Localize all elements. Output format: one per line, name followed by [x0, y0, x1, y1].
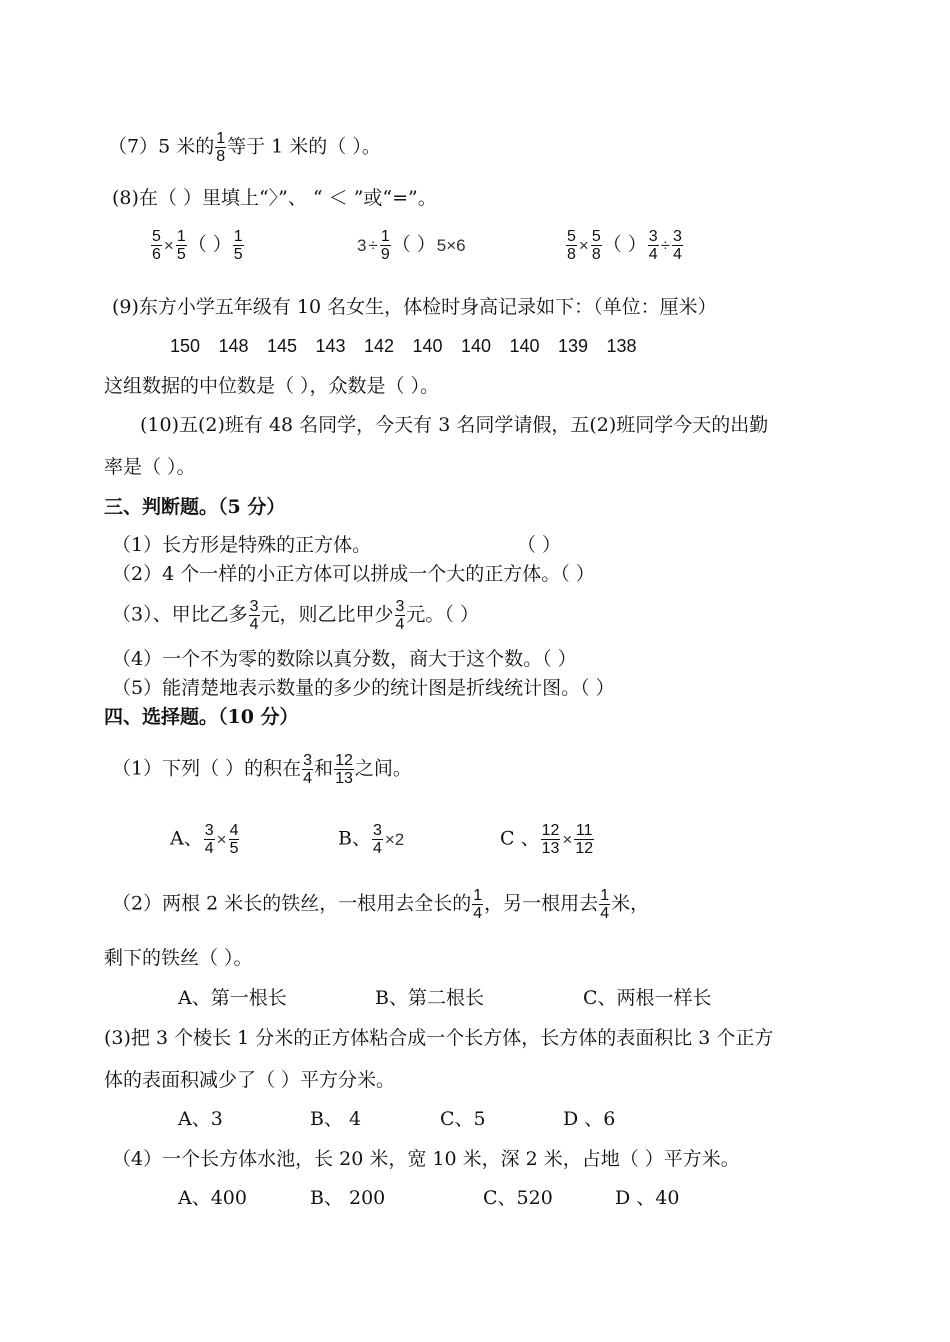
answer-blank[interactable]: （ ）: [187, 233, 232, 256]
choice-question-3: (3)把 3 个棱长 1 分米的正方体粘合成一个长方体，长方体的表面积比 3 个正方: [104, 1027, 774, 1049]
q3-option-a[interactable]: A、3: [178, 1108, 223, 1130]
choice-question-2: （2）两根 2 米长的铁丝，一根用去全长的 $\frac{1}{4}$ ，另一根用去 $\frac{1}{4}$ 米，: [112, 887, 650, 922]
section-3-title: 三、判断题。（5 分）: [104, 496, 286, 518]
q2-option-a[interactable]: A、第一根长: [178, 987, 287, 1009]
judge-item-1: （1）长方形是特殊的正方体。: [112, 534, 372, 556]
q2-option-c[interactable]: C、两根一样长: [583, 987, 712, 1009]
question-10: (10)五(2)班有 48 名同学，今天有 3 名同学请假，五(2)班同学今天的出勤: [140, 414, 769, 436]
judge-item-4: （4）一个不为零的数除以真分数，商大于这个数。（ ）: [112, 648, 577, 670]
q8-expression-1: $\frac{5}{6}$ × $\frac{1}{5}$ （ ） $\frac{1}{5}$: [152, 228, 243, 263]
answer-blank[interactable]: （ ）: [391, 233, 436, 256]
q1-option-c[interactable]: C 、 $\frac{12}{13}$ × $\frac{11}{12}$: [500, 822, 594, 857]
judge-item-5: （5）能清楚地表示数量的多少的统计图是折线统计图。（ ）: [112, 677, 615, 699]
q4-option-d[interactable]: D 、40: [615, 1187, 680, 1209]
choice-question-2-line2: 剩下的铁丝（ ）。: [104, 947, 253, 969]
q3-option-d[interactable]: D 、6: [563, 1108, 616, 1130]
q1-option-b[interactable]: B、 $\frac{3}{4}$ ×2: [338, 822, 405, 857]
question-10-line2: 率是（ ）。: [104, 456, 196, 478]
question-9: (9)东方小学五年级有 10 名女生，体检时身高记录如下：（单位：厘米）: [112, 296, 717, 318]
question-8: (8)在（ ）里填上“〉”、 “ ＜ ”或“=”。: [112, 187, 437, 209]
choice-question-4: （4）一个长方体水池，长 20 米，宽 10 米，深 2 米，占地（ ）平方米。: [112, 1148, 740, 1170]
q7-text-b: 等于 1 米的（ ）。: [227, 135, 381, 158]
q8-expression-3: $\frac{5}{8}$ × $\frac{5}{8}$ （ ） $\frac{3}{4}$ ÷ $\frac{3}{4}$: [567, 228, 682, 263]
choice-question-3-line2: 体的表面积减少了（ ）平方分米。: [104, 1069, 396, 1091]
q2-option-b[interactable]: B、第二根长: [375, 987, 484, 1009]
q3-option-b[interactable]: B、 4: [310, 1108, 362, 1130]
q4-option-c[interactable]: C、520: [483, 1187, 553, 1209]
q4-option-b[interactable]: B、 200: [310, 1187, 386, 1209]
q7-text-a: （7）5 米的: [108, 135, 215, 158]
fraction: $\frac{1}{8}$: [216, 130, 226, 165]
section-4-title: 四、选择题。（10 分）: [104, 706, 299, 728]
q1-option-a[interactable]: A、 $\frac{3}{4}$ × $\frac{4}{5}$: [170, 822, 239, 857]
answer-blank[interactable]: （ ）: [602, 233, 647, 256]
question-7: [108, 130, 381, 165]
height-values: 150 148 145 143 142 140 140 140 139 138: [170, 336, 637, 356]
q9-answer-line: 这组数据的中位数是（ ），众数是（ ）。: [104, 375, 440, 397]
choice-question-1: （1）下列（ ）的积在 $\frac{3}{4}$ 和 $\frac{12}{13}$ 之间。: [112, 752, 412, 787]
judge-item-1-blank[interactable]: （ ）: [517, 534, 562, 556]
judge-item-2: （2）4 个一样的小正方体可以拼成一个大的正方体。（ ）: [112, 563, 595, 585]
q3-option-c[interactable]: C、5: [440, 1108, 486, 1130]
q8-expression-2: 3 ÷ $\frac{1}{9}$ （ ）5×6: [357, 228, 466, 263]
q4-option-a[interactable]: A、400: [178, 1187, 247, 1209]
judge-item-3: （3）、甲比乙多 $\frac{3}{4}$ 元，则乙比甲少 $\frac{3}{4}$ 元。（ ）: [112, 598, 479, 633]
